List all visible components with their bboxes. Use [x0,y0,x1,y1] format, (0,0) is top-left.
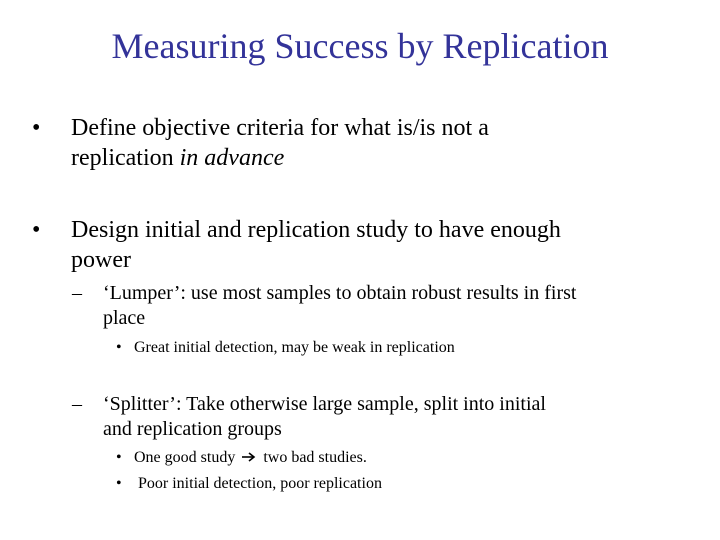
arrow-right-icon [241,446,257,472]
sub-bullet-text-line: place [103,307,146,329]
bullet-text-italic: in advance [179,145,285,171]
sub-sub-bullet-text: Great initial detection, may be weak in replication [134,339,455,356]
sub-sub-bullet-item [0,335,720,361]
sub-sub-bullet-item [0,471,720,497]
bullet-item [0,215,720,275]
sub-bullet-item [0,392,720,442]
bullet-marker: • [116,339,122,356]
sub-sub-bullet-text-before: One good study [134,449,240,466]
bullet-marker: • [116,449,122,466]
slide-title: Measuring Success by Replication [111,26,609,66]
bullet-text-line: Design initial and replication study to have enough [71,217,561,243]
sub-bullet-text-line: and replication groups [103,418,282,440]
bullet-text-line: Define objective criteria for what is/is not a [71,115,489,141]
sub-bullet-text-line: ‘Splitter’: Take otherwise large sample, split into initial [103,393,546,415]
bullet-text-line: power [71,247,131,273]
dash-marker: – [72,282,82,304]
bullet-marker: • [32,115,41,141]
sub-bullet-text-line: ‘Lumper’: use most samples to obtain robust results in first [103,282,577,304]
sub-sub-bullet-text: Poor initial detection, poor replication [134,475,382,492]
dash-marker: – [72,393,82,415]
sub-sub-bullet-text [134,445,367,472]
bullet-text-plain: replication [71,145,180,171]
sub-bullet-item [0,281,720,331]
bullet-marker: • [32,217,41,243]
sub-sub-bullet-text-after: two bad studies. [259,449,367,466]
bullet-item [0,113,720,173]
bullet-text-line [71,143,284,173]
bullet-marker: • [116,475,122,492]
sub-sub-bullet-item [0,445,720,471]
